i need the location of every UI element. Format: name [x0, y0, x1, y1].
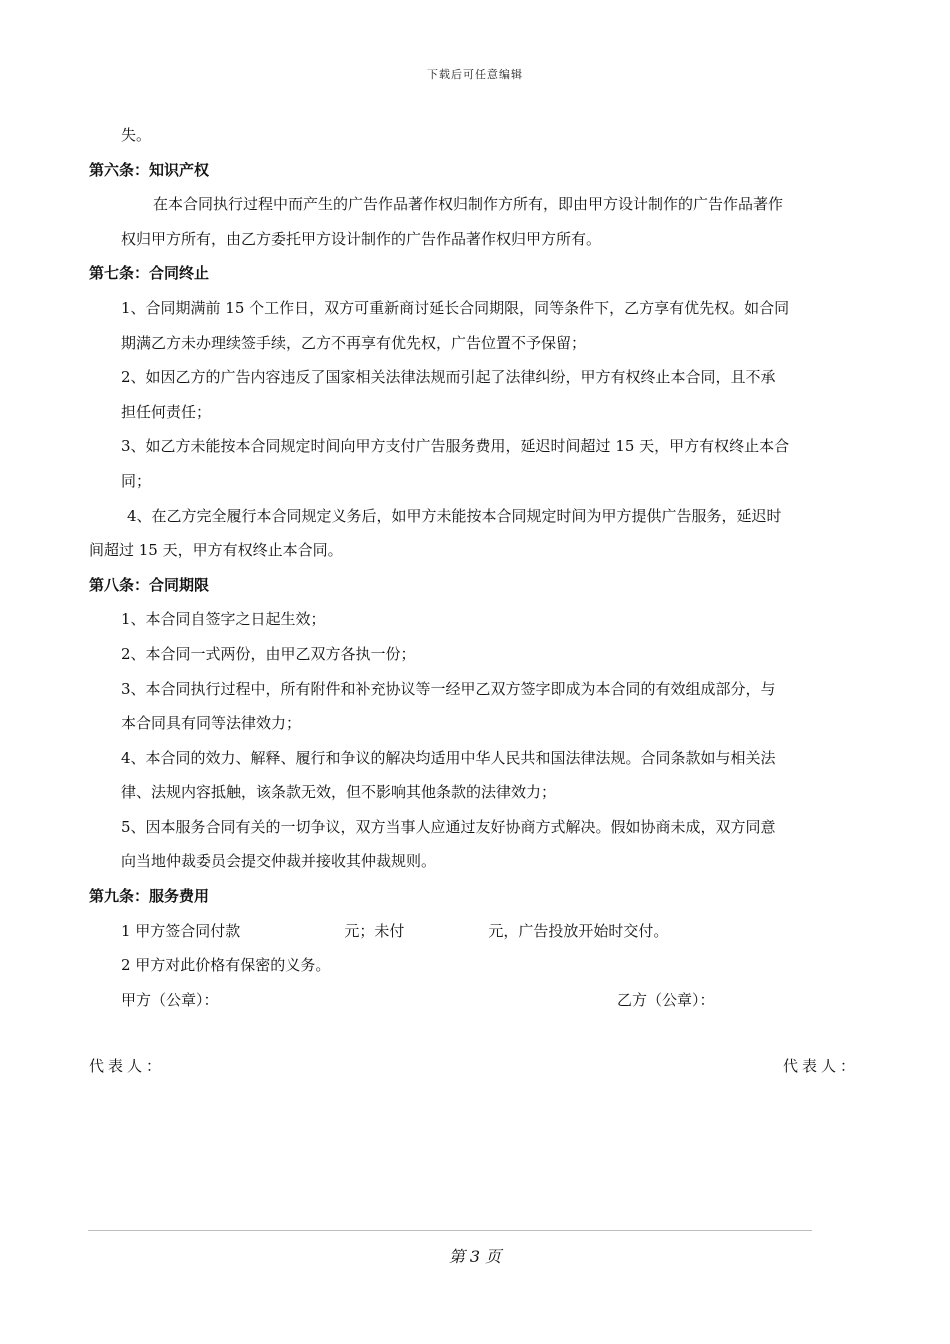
- paragraph-continuation: 失。: [121, 126, 152, 144]
- payment-mid: 元；未付: [344, 921, 405, 940]
- payment-suffix: 元，广告投放开始时交付。: [488, 921, 669, 940]
- party-a-seal-label: 甲方（公章）：: [121, 990, 219, 1009]
- payment-line: [89, 914, 865, 949]
- page-number: 第 3 页: [448, 1247, 502, 1266]
- article-7-line: 2、如因乙方的广告内容违反了国家相关法律法规而引起了法律纠纷，甲方有权终止本合同，且不承: [121, 368, 776, 387]
- article-6-line: 在本合同执行过程中而产生的广告作品著作权归制作方所有，即由甲方设计制作的广告作品著作: [153, 195, 784, 214]
- article-8-line: 本合同具有同等法律效力；: [121, 714, 302, 733]
- payment-prefix: 1 甲方签合同付款: [121, 921, 241, 940]
- article-8-line: 4、本合同的效力、解释、履行和争议的解决均适用中华人民共和国法律法规。合同条款如与相关法: [121, 748, 776, 767]
- party-b-representative-label: 代表人：: [783, 1057, 860, 1076]
- article-8-line: 5、因本服务合同有关的一切争议，双方当事人应通过友好协商方式解决。假如协商未成，双方同意: [121, 817, 776, 836]
- representative-row: [89, 1049, 865, 1084]
- article-8-line: 律、法规内容抵触，该条款无效，但不影响其他条款的法律效力；: [121, 783, 557, 802]
- article-6-heading: 第六条：知识产权: [89, 160, 210, 179]
- article-7-line: 4、在乙方完全履行本合同规定义务后，如甲方未能按本合同规定时间为甲方提供广告服务，延迟时: [127, 506, 782, 525]
- article-8-heading: 第八条：合同期限: [89, 575, 210, 594]
- party-a-representative-label: 代表人：: [89, 1057, 166, 1076]
- article-7-line: 间超过 15 天，甲方有权终止本合同。: [89, 541, 343, 560]
- article-6-line: 权归甲方所有，由乙方委托甲方设计制作的广告作品著作权归甲方所有。: [121, 229, 602, 248]
- footer-divider: [88, 1230, 812, 1231]
- article-7-line: 担任何责任；: [121, 402, 212, 421]
- document-body: [89, 118, 865, 1084]
- article-8-line: 3、本合同执行过程中，所有附件和补充协议等一经甲乙双方签字即成为本合同的有效组成部分，与: [121, 679, 776, 698]
- article-7-line: 期满乙方未办理续签手续，乙方不再享有优先权，广告位置不予保留；: [121, 333, 587, 352]
- article-7-line: 同；: [121, 471, 152, 490]
- article-8-line: 向当地仲裁委员会提交仲裁并接收其仲裁规则。: [121, 852, 437, 871]
- seal-row: [89, 983, 865, 1018]
- header-note: 下载后可任意编辑: [427, 68, 523, 81]
- party-b-seal-label: 乙方（公章）：: [617, 990, 715, 1009]
- article-8-line: 2、本合同一式两份，由甲乙双方各执一份；: [121, 644, 416, 663]
- article-9-heading: 第九条：服务费用: [89, 887, 210, 906]
- article-7-heading: 第七条：合同终止: [89, 264, 210, 283]
- confidentiality-line: 2 甲方对此价格有保密的义务。: [121, 956, 331, 975]
- article-7-line: 1、合同期满前 15 个工作日，双方可重新商讨延长合同期限，同等条件下，乙方享有优先权。如合同: [121, 298, 790, 317]
- article-7-line: 3、如乙方未能按本合同规定时间向甲方支付广告服务费用，延迟时间超过 15 天，甲方有权终止本合: [121, 437, 790, 456]
- article-8-line: 1、本合同自签字之日起生效；: [121, 610, 326, 629]
